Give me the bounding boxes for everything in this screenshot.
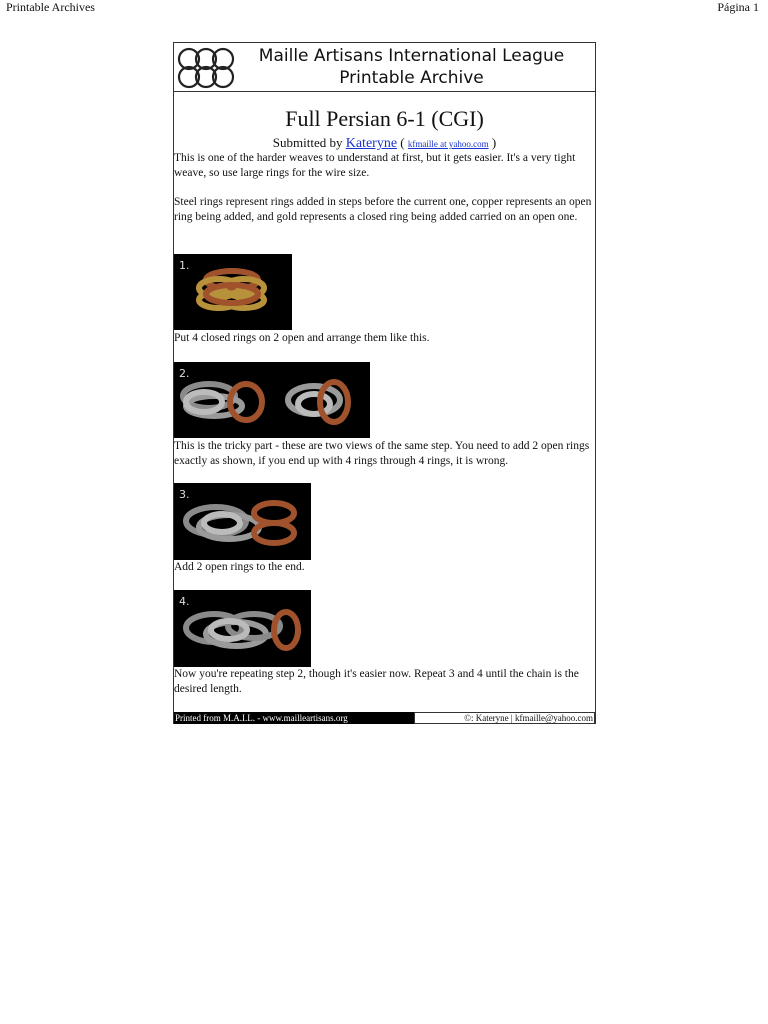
page-header-right: Página 1 [717,0,759,14]
paren-close: ) [491,135,497,150]
step-2-image [174,362,370,438]
step-3-rings-render [174,483,311,560]
step-3-number: 3. [179,488,190,501]
intro-paragraph: This is one of the harder weaves to understand at first, but it gets easier. It's a very tight weave, so use large rings for the wire size. [174,152,576,179]
step-3-caption: Add 2 open rings to the end. [174,561,305,573]
step-3-image [174,483,311,560]
step-4-rings-render [174,590,311,667]
legend-paragraph: Steel rings represent rings added in steps before the current one, copper represents an open ring being added, and gold represents a closed ring being added carried on an open one. [174,196,592,223]
step-2-rings-render [174,362,370,438]
byline [174,135,595,152]
mail-banner [174,42,595,92]
banner-title: Maille Artisans International League [258,46,565,66]
step-4-image [174,590,311,667]
banner-subtitle: Printable Archive [339,68,484,88]
footer-copyright: ©: Kateryne | kfmaille@yahoo.com [414,712,595,724]
step-4-caption: Now you're repeating step 2, though it's easier now. Repeat 3 and 4 until the chain is the desired length. [174,668,579,695]
printable-document [173,42,596,724]
step-4-number: 4. [179,595,190,608]
step-1-caption: Put 4 closed rings on 2 open and arrange them like this. [174,332,430,344]
step-1-rings-render [174,254,292,330]
paren-open: ( [400,135,405,150]
step-2-caption: This is the tricky part - these are two views of the same step. You need to add 2 open rings exactly as shown, if you end up with 4 rings through 4 rings, it is wrong. [174,440,590,467]
footer-printed-from: Printed from M.A.I.L. - www.mailleartisans.org [174,712,414,724]
article-title: Full Persian 6-1 (CGI) [285,106,484,131]
step-1-number: 1. [179,259,190,272]
email-link[interactable]: kfmaille at yahoo.com [407,139,489,149]
page-header-left: Printable Archives [6,0,95,14]
byline-prefix: Submitted by [272,135,343,150]
interlocking-rings-logo [176,45,236,91]
author-link[interactable]: Kateryne [345,136,398,151]
step-1-image [174,254,292,330]
step-2-number: 2. [179,367,190,380]
